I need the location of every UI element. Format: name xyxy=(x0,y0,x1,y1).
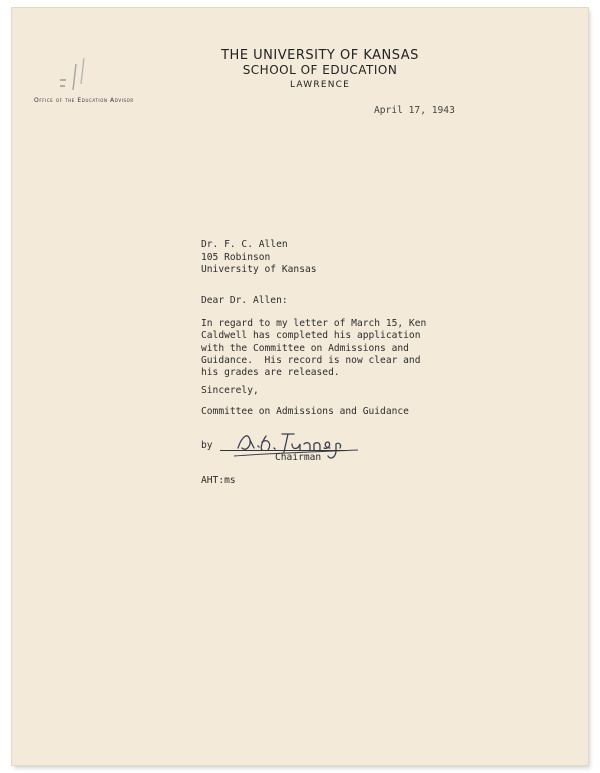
letter-page xyxy=(12,8,588,765)
closing: Sincerely, xyxy=(201,385,259,396)
letterhead-city: LAWRENCE xyxy=(289,80,351,90)
signature-line xyxy=(220,450,346,451)
by-label: by xyxy=(201,440,213,451)
letterhead-university: THE UNIVERSITY OF KANSAS xyxy=(221,48,419,63)
signer-title: Chairman xyxy=(275,452,322,463)
letterhead-school: SCHOOL OF EDUCATION xyxy=(242,63,398,77)
committee-name: Committee on Admissions and Guidance xyxy=(201,406,409,417)
letter-date: April 17, 1943 xyxy=(374,105,455,116)
salutation: Dear Dr. Allen: xyxy=(201,295,288,306)
recipient-address: Dr. F. C. Allen 105 Robinson University of Kansas xyxy=(201,239,317,275)
reference-initials: AHT:ms xyxy=(201,475,236,486)
letter-body: In regard to my letter of March 15, Ken Caldwell has completed his application with the Committee on Admissions and Guidance. His record is now clear and his grades are released. xyxy=(201,318,427,379)
letterhead-office: Office of the Education Advisor xyxy=(34,97,134,104)
